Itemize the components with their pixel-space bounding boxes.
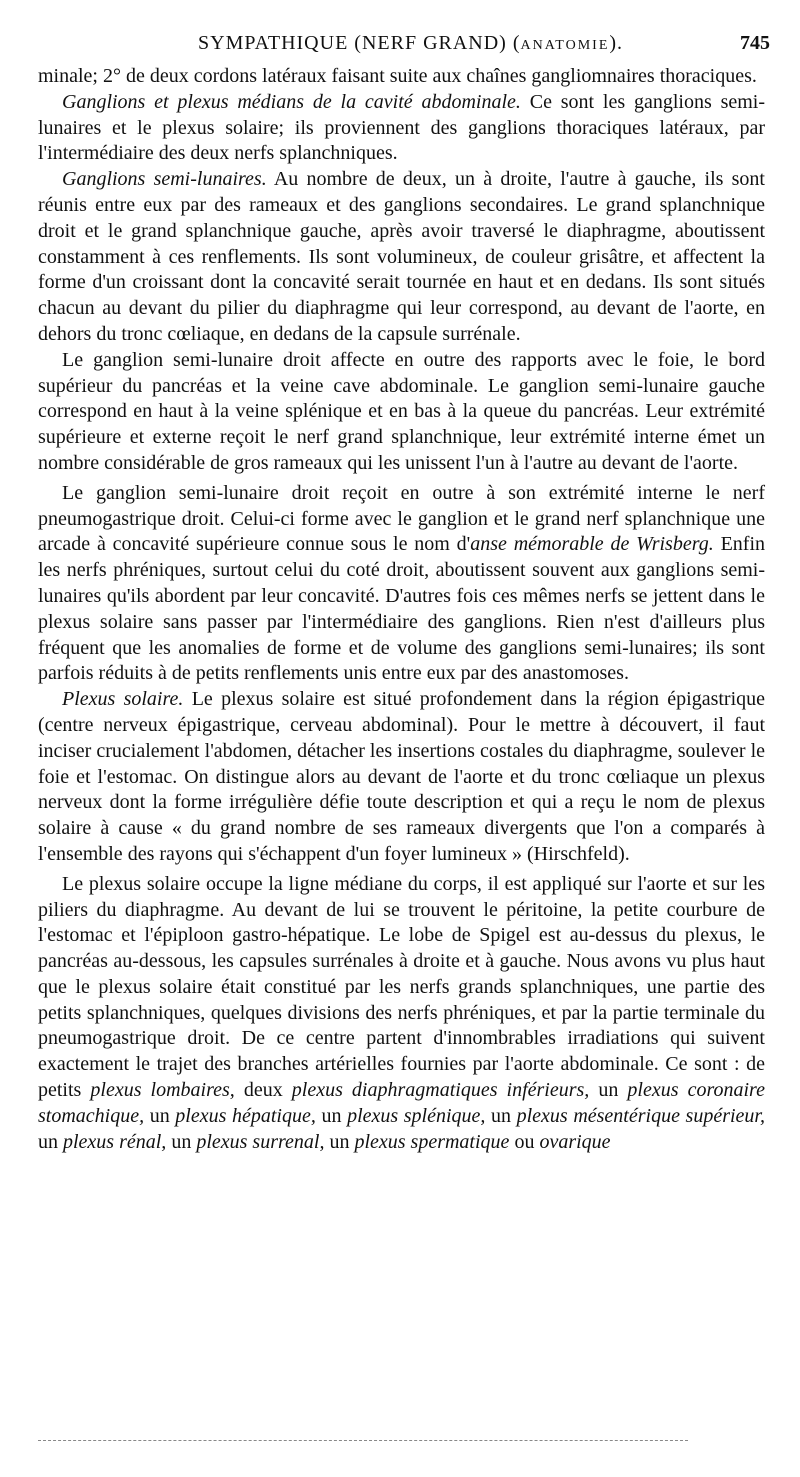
paragraph-text: Le plexus solaire occupe la ligne médiane du corps, il est appliqué sur l'aorte et sur les piliers du diaphragme. Au devant de lui se trouvent le péritoine, la petite courbure de l'estomac et l'épiploon gastro-hépatique. Le lobe de Spigel est au-dessus du plexus, le pancréas au-dessous, les capsules surrénales à droite et à gauche. Nous avons vu plus haut que le plexus solaire était constitué par les nerfs grands splanchniques, une partie des petits splanchniques, quelques divisions des nerfs phréniques, et par la partie terminale du pneumogastrique droit. De ce centre partent d'innombrables irradiations qui suivent exactement le trajet des branches artérielles fournies par l'aorte abdominale. Ce sont : de petits — [38, 872, 765, 1102]
page-number: 745 — [740, 32, 770, 54]
paragraph-italic-term: plexus diaphragmatiques inférieurs, — [291, 1079, 590, 1102]
paragraph-plexus-solaire — [38, 687, 765, 868]
paragraph-text: un — [485, 1104, 517, 1127]
paragraph-italic-term: plexus hépatique, — [175, 1104, 316, 1127]
paragraph-ganglions-semi-lunaires — [38, 167, 765, 348]
paragraph-italic-term: plexus rénal, — [63, 1130, 167, 1153]
paragraph-italic-term: plexus lombaires, — [90, 1079, 235, 1102]
paragraph-text: Ce sont les ganglions semi-lunaires et le plexus solaire; ils proviennent des ganglions thoraciques latéraux, par l'intermédiaire des deux nerfs splanchniques. — [38, 90, 766, 165]
paragraph-text: deux — [234, 1079, 292, 1102]
paragraph-italic-term: plexus coronaire stomachique, — [38, 1079, 765, 1127]
paragraph-text: Le ganglion semi-lunaire droit reçoit en outre à son extrémité interne le nerf pneumogastrique droit. Celui-ci forme avec le ganglion et le grand nerf splanchnique une arcade à concavité supérieure connue sous le nom d' — [38, 481, 765, 556]
footer-dotted-rule — [38, 1440, 688, 1441]
paragraph-heading: Ganglions semi-lunaires. — [62, 168, 267, 191]
paragraph-anse-wrisberg — [38, 481, 765, 687]
paragraph-plexus-solaire-rapports — [38, 872, 765, 1156]
running-header — [38, 26, 776, 60]
paragraph-heading: Plexus solaire. — [62, 688, 184, 711]
running-title-close: ). — [609, 32, 624, 54]
paragraph-ganglion-droit-rapports: Le ganglion semi-lunaire droit affecte en outre des rapports avec le foie, le bord supérieur du pancréas et la veine cave abdominale. Le ganglion semi-lunaire gauche correspond en haut à la veine splénique et en bas à la queue du pancréas. Leur extrémité supérieure et externe reçoit le nerf grand splanchnique, leur extrémité interne émet un nombre considérable de gros rameaux qui les unissent l'un à l'autre au devant de l'aorte. — [38, 348, 765, 474]
paragraph-continuation: minale; 2° de deux cordons latéraux faisant suite aux chaînes gangliomnaires thoraciques. — [38, 65, 757, 87]
running-title — [198, 32, 623, 55]
running-title-main: SYMPATHIQUE (NERF GRAND) ( — [198, 32, 521, 54]
paragraph-text: un — [144, 1104, 176, 1127]
paragraph-italic-term: ovarique — [539, 1130, 611, 1153]
paragraph-ganglions-plexus-medians — [38, 90, 765, 167]
paragraph-text: un — [324, 1130, 355, 1153]
running-title-section: ANATOMIE — [520, 38, 610, 53]
paragraph-text: un — [166, 1130, 197, 1153]
paragraph-italic-term: plexus surrenal, — [196, 1130, 325, 1153]
paragraph-text: Au nombre de deux, un à droite, l'autre à gauche, ils sont réunis entre eux par des rameaux et des ganglions secondaires. Le grand splanchnique droit et le grand splanchnique gauche, après avoir traversé le diaphragme, aboutissent constamment à ces renflements. Ils sont volumineux, de couleur grisâtre, et affectent la forme d'un croissant dont la concavité serait tournée en haut et en dedans. Ils sont situés chacun au devant du pilier du diaphragme qui leur correspond, au devant de l'aorte, en dehors du tronc cœliaque, en dedans de la capsule surrénale. — [38, 168, 765, 345]
paragraph-heading: Ganglions et plexus médians de la cavité abdominale. — [62, 90, 521, 113]
paragraph-text: un — [315, 1104, 348, 1127]
paragraph-text: Enfin les nerfs phréniques, surtout celui du coté droit, aboutissent souvent aux ganglions semi-lunaires qu'ils abordent par leur concavité. D'autres fois ces mêmes nerfs se jettent dans le plexus solaire sans passer par l'intermédiaire des ganglions. Rien n'est d'ailleurs plus fréquent que les anomalies de forme et de volume des ganglions semi-lunaires; ils sont parfois réduits à de petits renflements unis entre eux par des anastomoses. — [38, 533, 765, 685]
paragraph-text: un — [589, 1079, 628, 1102]
paragraph-text: un — [38, 1130, 63, 1153]
body-text — [38, 64, 765, 1155]
paragraph-text: ou — [509, 1130, 540, 1153]
paragraph-italic-term: plexus mésentérique supérieur, — [516, 1104, 765, 1127]
paragraph-text: Le plexus solaire est situé profondement dans la région épigastrique (centre nerveux épigastrique, cerveau abdominal). Pour le mettre à découvert, il faut inciser crucialement l'abdomen, détacher les insertions costales du diaphragme, soulever le foie et l'estomac. On distingue alors au devant de l'aorte et du tronc cœliaque un plexus nerveux dont la forme irrégulière défie toute description et qui a reçu le nom de plexus solaire à cause « du grand nombre de ses rameaux divergents que l'on a comparés à l'ensemble des rayons qui s'échappent d'un foyer lumineux » (Hirschfeld). — [38, 688, 766, 865]
paragraph-italic-term: anse mémorable de Wrisberg. — [470, 533, 714, 556]
paragraph-italic-term: plexus splénique, — [347, 1104, 486, 1127]
paragraph-italic-term: plexus spermatique — [354, 1130, 510, 1153]
